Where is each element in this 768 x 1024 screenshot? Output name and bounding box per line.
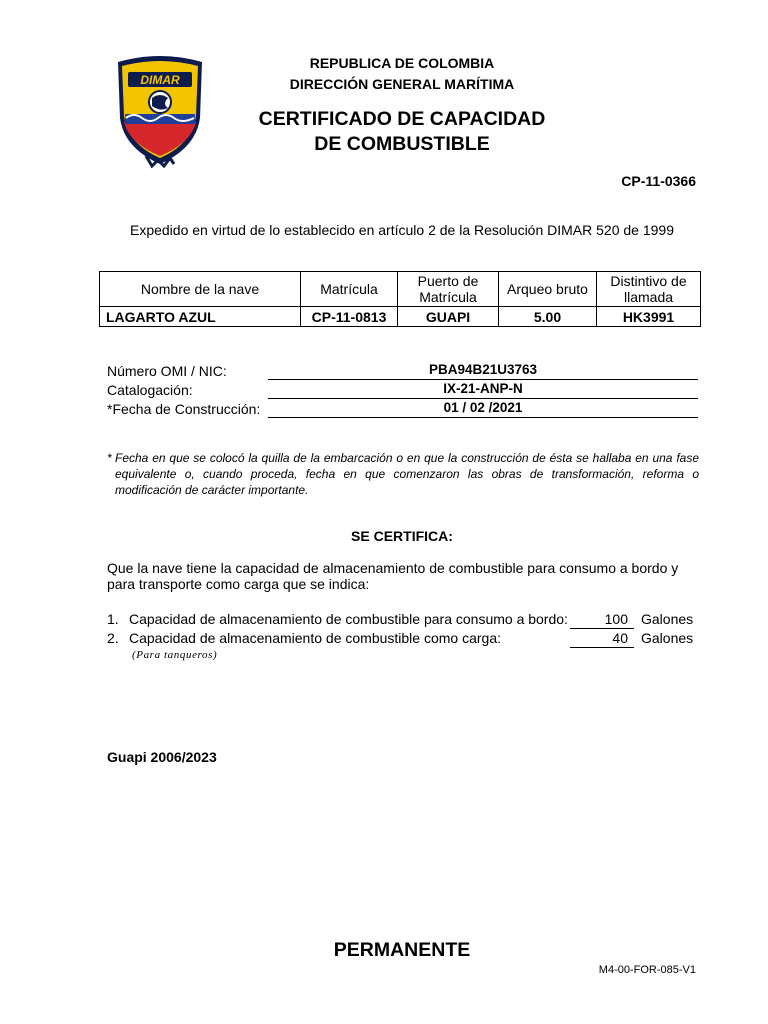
cell-port: GUAPI bbox=[398, 307, 499, 327]
dimar-logo bbox=[112, 52, 208, 170]
capacity-item-1-value: 100 bbox=[570, 611, 634, 629]
document-title-line1: CERTIFICADO DE CAPACIDAD bbox=[258, 108, 546, 130]
table-header-row bbox=[100, 272, 701, 307]
build-date-label: *Fecha de Construcción: bbox=[107, 401, 261, 417]
form-code: M4-00-FOR-085-V1 bbox=[598, 964, 696, 976]
issued-statement: Expedido en virtud de lo establecido en artículo 2 de la Resolución DIMAR 520 de 1999 bbox=[129, 222, 674, 238]
validity-status: PERMANENTE bbox=[333, 939, 471, 961]
capacity-item-1-number: 1. bbox=[107, 611, 119, 627]
capacity-item-1-label: Capacidad de almacenamiento de combustible para consumo a bordo: bbox=[129, 611, 568, 627]
header-vessel-name: Nombre de la nave bbox=[100, 272, 301, 307]
vessel-table bbox=[99, 271, 701, 327]
tanker-note: (Para tanqueros) bbox=[132, 649, 218, 661]
capacity-item-1-unit: Galones bbox=[641, 611, 694, 627]
header-gross-tonnage: Arqueo bruto bbox=[499, 272, 597, 307]
table-row bbox=[100, 307, 701, 327]
capacity-item-2-label: Capacidad de almacenamiento de combustible como carga: bbox=[129, 630, 501, 646]
catalog-label: Catalogación: bbox=[107, 382, 193, 398]
certificate-code: CP-11-0366 bbox=[621, 173, 696, 189]
footnote bbox=[107, 450, 699, 498]
country-heading: REPUBLICA DE COLOMBIA bbox=[309, 55, 495, 71]
cell-gross-tonnage: 5.00 bbox=[499, 307, 597, 327]
header-port: Puerto de Matrícula bbox=[398, 272, 499, 307]
document-title-line2: DE COMBUSTIBLE bbox=[314, 133, 490, 155]
build-date-value: 01 / 02 /2021 bbox=[268, 399, 698, 418]
header-call-sign: Distintivo de llamada bbox=[597, 272, 701, 307]
capacity-item-2-unit: Galones bbox=[641, 630, 694, 646]
omi-label: Número OMI / NIC: bbox=[107, 363, 227, 379]
cell-vessel-name: LAGARTO AZUL bbox=[100, 307, 301, 327]
capacity-item-2-value: 40 bbox=[570, 630, 634, 648]
catalog-value: IX-21-ANP-N bbox=[268, 380, 698, 399]
cell-call-sign: HK3991 bbox=[597, 307, 701, 327]
header-registration: Matrícula bbox=[301, 272, 398, 307]
footnote-text: Fecha en que se colocó la quilla de la embarcación o en que la construcción de ésta se hallaba en una fase equivalente o, cuando proceda, fecha en que comenzaron las obras de transformación, reforma o modificación de carácter importante. bbox=[115, 451, 699, 497]
logo-text: DIMAR bbox=[140, 73, 180, 87]
cell-registration: CP-11-0813 bbox=[301, 307, 398, 327]
capacity-item-2-number: 2. bbox=[107, 630, 119, 646]
omi-value: PBA94B21U3763 bbox=[268, 361, 698, 380]
footnote-marker: * bbox=[107, 451, 112, 465]
certification-heading: SE CERTIFICA: bbox=[351, 528, 453, 544]
place-date: Guapi 2006/2023 bbox=[107, 749, 217, 765]
certification-body: Que la nave tiene la capacidad de almacenamiento de combustible para consumo a bordo y para transporte como carga que se indica: bbox=[107, 560, 679, 592]
agency-heading: DIRECCIÓN GENERAL MARÍTIMA bbox=[289, 76, 515, 92]
